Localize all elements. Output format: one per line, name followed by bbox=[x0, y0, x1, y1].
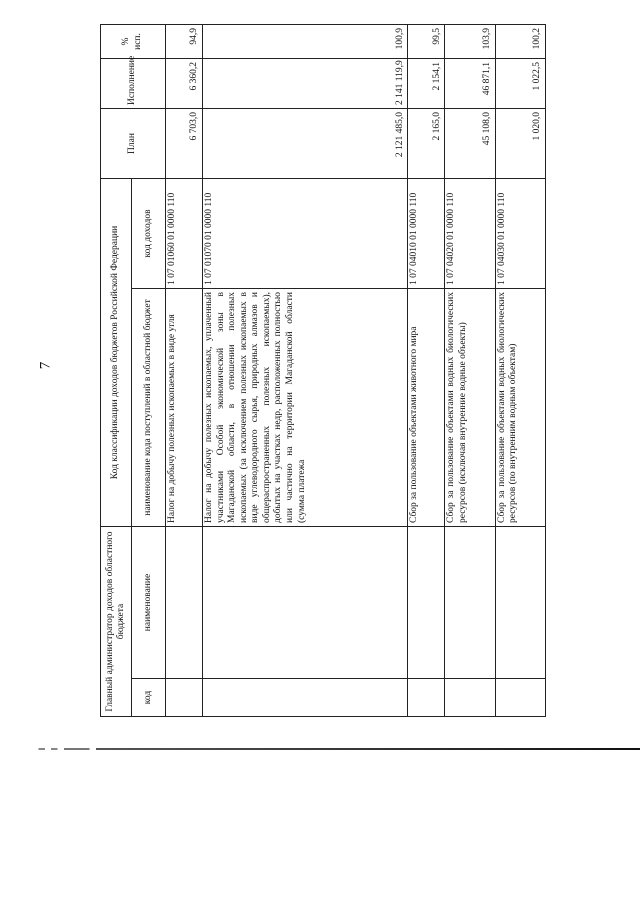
header-row-1 bbox=[101, 24, 132, 716]
header-classification: Код классификации доходов бюджетов Российской Федерации bbox=[101, 178, 132, 526]
header-admin: Главный администратор доходов областного бюджета bbox=[101, 527, 132, 717]
scan-edge-line bbox=[0, 748, 640, 750]
execution-value: 6 360,2 bbox=[166, 58, 203, 108]
header-admin-code: код bbox=[132, 679, 166, 717]
admin-code-cell bbox=[408, 679, 445, 717]
admin-code-cell bbox=[166, 679, 203, 717]
income-name: Сбор за пользование объектами водных биологических ресурсов (по внутренним водным объектам) bbox=[495, 289, 545, 527]
header-classif-name: наименование кода поступлений в областной бюджет bbox=[132, 289, 166, 527]
header-classif-code: код доходов bbox=[132, 178, 166, 288]
execution-value: 2 154,1 bbox=[408, 58, 445, 108]
income-name: Сбор за пользование объектами водных биологических ресурсов (исключая внутренние водные объекты) bbox=[445, 289, 495, 527]
percent-value: 99,5 bbox=[408, 24, 445, 58]
percent-value: 100,9 bbox=[202, 24, 407, 58]
header-execution: Исполнение bbox=[101, 58, 166, 108]
admin-code-cell bbox=[495, 679, 545, 717]
header-plan: План bbox=[101, 108, 166, 178]
admin-name-cell bbox=[408, 527, 445, 679]
income-code: 1 07 04030 01 0000 110 bbox=[495, 178, 545, 288]
percent-value: 94,9 bbox=[166, 24, 203, 58]
admin-code-cell bbox=[202, 679, 407, 717]
income-code: 1 07 01070 01 0000 110 bbox=[202, 178, 407, 288]
income-name: Налог на добычу полезных ископаемых, уплаченный участниками Особой экономической зоны в Магаданской области, в отношении полезных ископаемых (за исключением полезных ископаемых в виде углеводородного сырья, природных алмазов и общераспространенных полезных ископаемых), добытых на участках недр, расположенных полностью или частично на территории Магаданской области (сумма платежа bbox=[202, 289, 407, 527]
income-code: 1 07 04020 01 0000 110 bbox=[445, 178, 495, 288]
admin-name-cell bbox=[495, 527, 545, 679]
admin-name-cell bbox=[166, 527, 203, 679]
income-code: 1 07 04010 01 0000 110 bbox=[408, 178, 445, 288]
header-percent: % исп. bbox=[101, 24, 166, 58]
table-row bbox=[166, 24, 203, 716]
table-row bbox=[202, 24, 407, 716]
revenue-table bbox=[100, 24, 546, 717]
execution-value: 1 022,5 bbox=[495, 58, 545, 108]
table-row bbox=[445, 24, 495, 716]
page-number: 7 bbox=[37, 361, 54, 370]
plan-value: 2 165,0 bbox=[408, 108, 445, 178]
execution-value: 46 871,1 bbox=[445, 58, 495, 108]
income-name: Налог на добычу полезных ископаемых в виде угля bbox=[166, 289, 203, 527]
execution-value: 2 141 119,9 bbox=[202, 58, 407, 108]
plan-value: 1 020,0 bbox=[495, 108, 545, 178]
admin-code-cell bbox=[445, 679, 495, 717]
percent-value: 100,2 bbox=[495, 24, 545, 58]
plan-value: 2 121 485,0 bbox=[202, 108, 407, 178]
plan-value: 6 703,0 bbox=[166, 108, 203, 178]
rotated-table-wrapper bbox=[100, 25, 546, 717]
table-row bbox=[408, 24, 445, 716]
table-row bbox=[495, 24, 545, 716]
admin-name-cell bbox=[445, 527, 495, 679]
percent-value: 103,9 bbox=[445, 24, 495, 58]
plan-value: 45 108,0 bbox=[445, 108, 495, 178]
income-code: 1 07 01060 01 0000 110 bbox=[166, 178, 203, 288]
header-admin-name: наименование bbox=[132, 527, 166, 679]
admin-name-cell bbox=[202, 527, 407, 679]
income-name: Сбор за пользование объектами животного мира bbox=[408, 289, 445, 527]
